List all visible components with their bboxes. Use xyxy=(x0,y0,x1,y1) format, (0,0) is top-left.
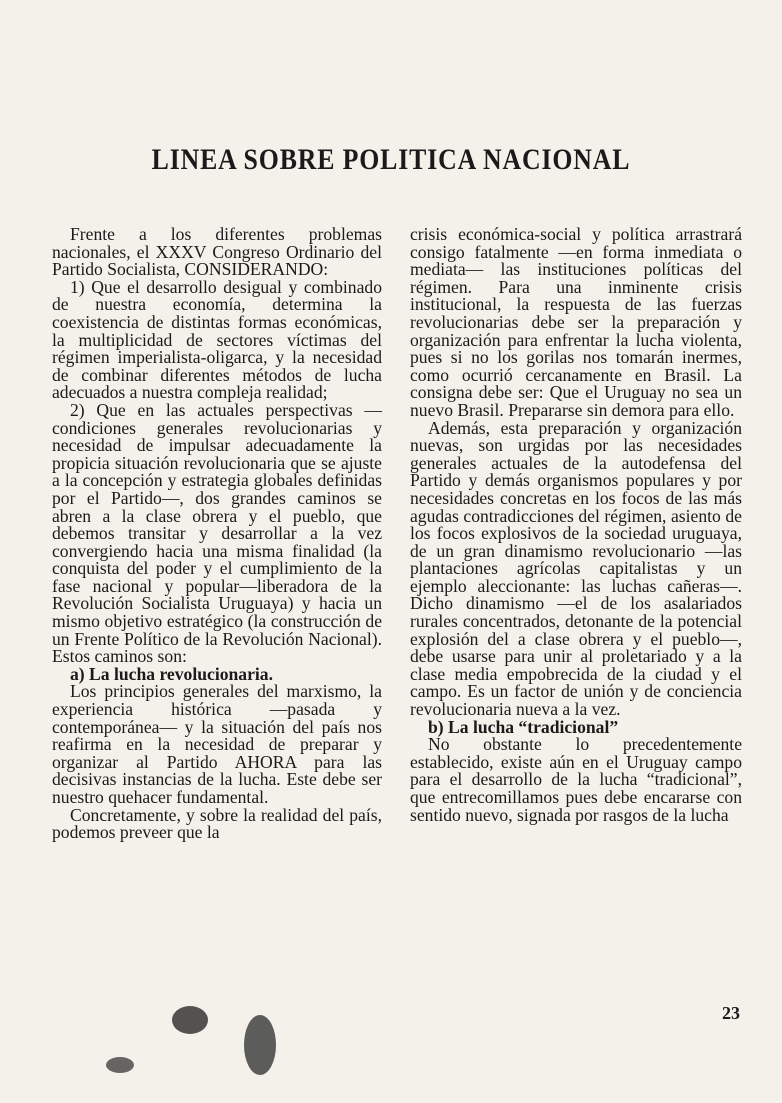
paragraph: 1) Que el desarrollo desigual y combinado de nuestra economía, determina la coexistencia de distintas formas económicas, la multiplicidad de sectores víctimas del régimen imperialista-oligarca, y la necesidad de combinar diferentes métodos de lucha adecuados a nuestra compleja realidad; xyxy=(52,276,382,403)
section-heading: b) La lucha “tradicional” xyxy=(428,716,619,737)
section-heading: a) La lucha revolucionaria. xyxy=(70,663,273,684)
paragraph: Los principios generales del marxismo, la experiencia histórica —pasada y contemporánea— y la situación del país nos reafirma en la necesidad de preparar y organizar al Partido AHORA para las decisivas instancias de la lucha. Este debe ser nuestro quehacer fundamental. xyxy=(52,681,382,807)
paragraph: crisis económica-social y política arrastrará consigo fatalmente —en forma inmediata o mediata— las instituciones políticas del régimen. Para una inminente crisis institucional, la respuesta de las fuerzas revolucionarias debe ser la preparación y organización para enfrentar la lucha violenta, pues si no los gorilas nos tomarán inermes, como ocurrió cercanamente en Brasil. La consigna debe ser: Que el Uruguay no sea un nuevo Brasil. Prepararse sin demora para ello. xyxy=(410,224,742,420)
page-title: LINEA SOBRE POLITICA NACIONAL xyxy=(151,143,631,176)
paragraph: Concretamente, y sobre la realidad del país, podemos preveer que la xyxy=(52,804,382,843)
ink-smudge xyxy=(100,990,300,1090)
paragraph: Frente a los diferentes problemas nacionales, el XXXV Congreso Ordinario del Partido Socialista, CONSIDERANDO: xyxy=(52,224,382,280)
paragraph: No obstante lo precedentemente establecido, existe aún en el Uruguay campo para el desarrollo de la lucha “tradicional”, que entrecomillamos pues debe encararse con sentido nuevo, signada por rasgos de la lucha xyxy=(410,734,742,825)
page-number: 23 xyxy=(722,1003,740,1023)
paragraph: 2) Que en las actuales perspectivas —condiciones generales revolucionarias y necesidad de impulsar adecuadamente la propicia situación revolucionaria que se ajuste a la concepción y estrategia globales definidas por el Partido—, dos grandes caminos se abren a la clase obrera y el pueblo, que debemos transitar y desarrollar a la vez convergiendo hacia una misma finalidad (la conquista del poder y el cumplimiento de la fase nacional y popular—liberadora de la Revolución Socialista Uruguaya) y hacia un mismo objetivo estratégico (la construcción de un Frente Político de la Revolución Nacional). Estos caminos son: xyxy=(52,399,382,667)
paragraph: Además, esta preparación y organización nuevas, son urgidas por las necesidades generales actuales de la autodefensa del Partido y demás organismos populares y por necesidades concretas en los focos de las más agudas contradicciones del régimen, asiento de los focos explosivos de la sociedad uruguaya, de un gran dinamismo revolucionario —las plantaciones agrícolas capitalistas y un ejemplo aleccionante: las luchas cañeras—. Dicho dinamismo —el de los asalariados rurales concentrados, detonante de la potencial explosión del a clase obrera y el pueblo—, debe usarse para unir al proletariado y a la clase media empobrecida de la ciudad y el campo. Es un factor de unión y de conciencia revolucionaria nueva a la vez. xyxy=(410,417,742,720)
right-column xyxy=(410,226,742,824)
left-column xyxy=(52,226,382,842)
